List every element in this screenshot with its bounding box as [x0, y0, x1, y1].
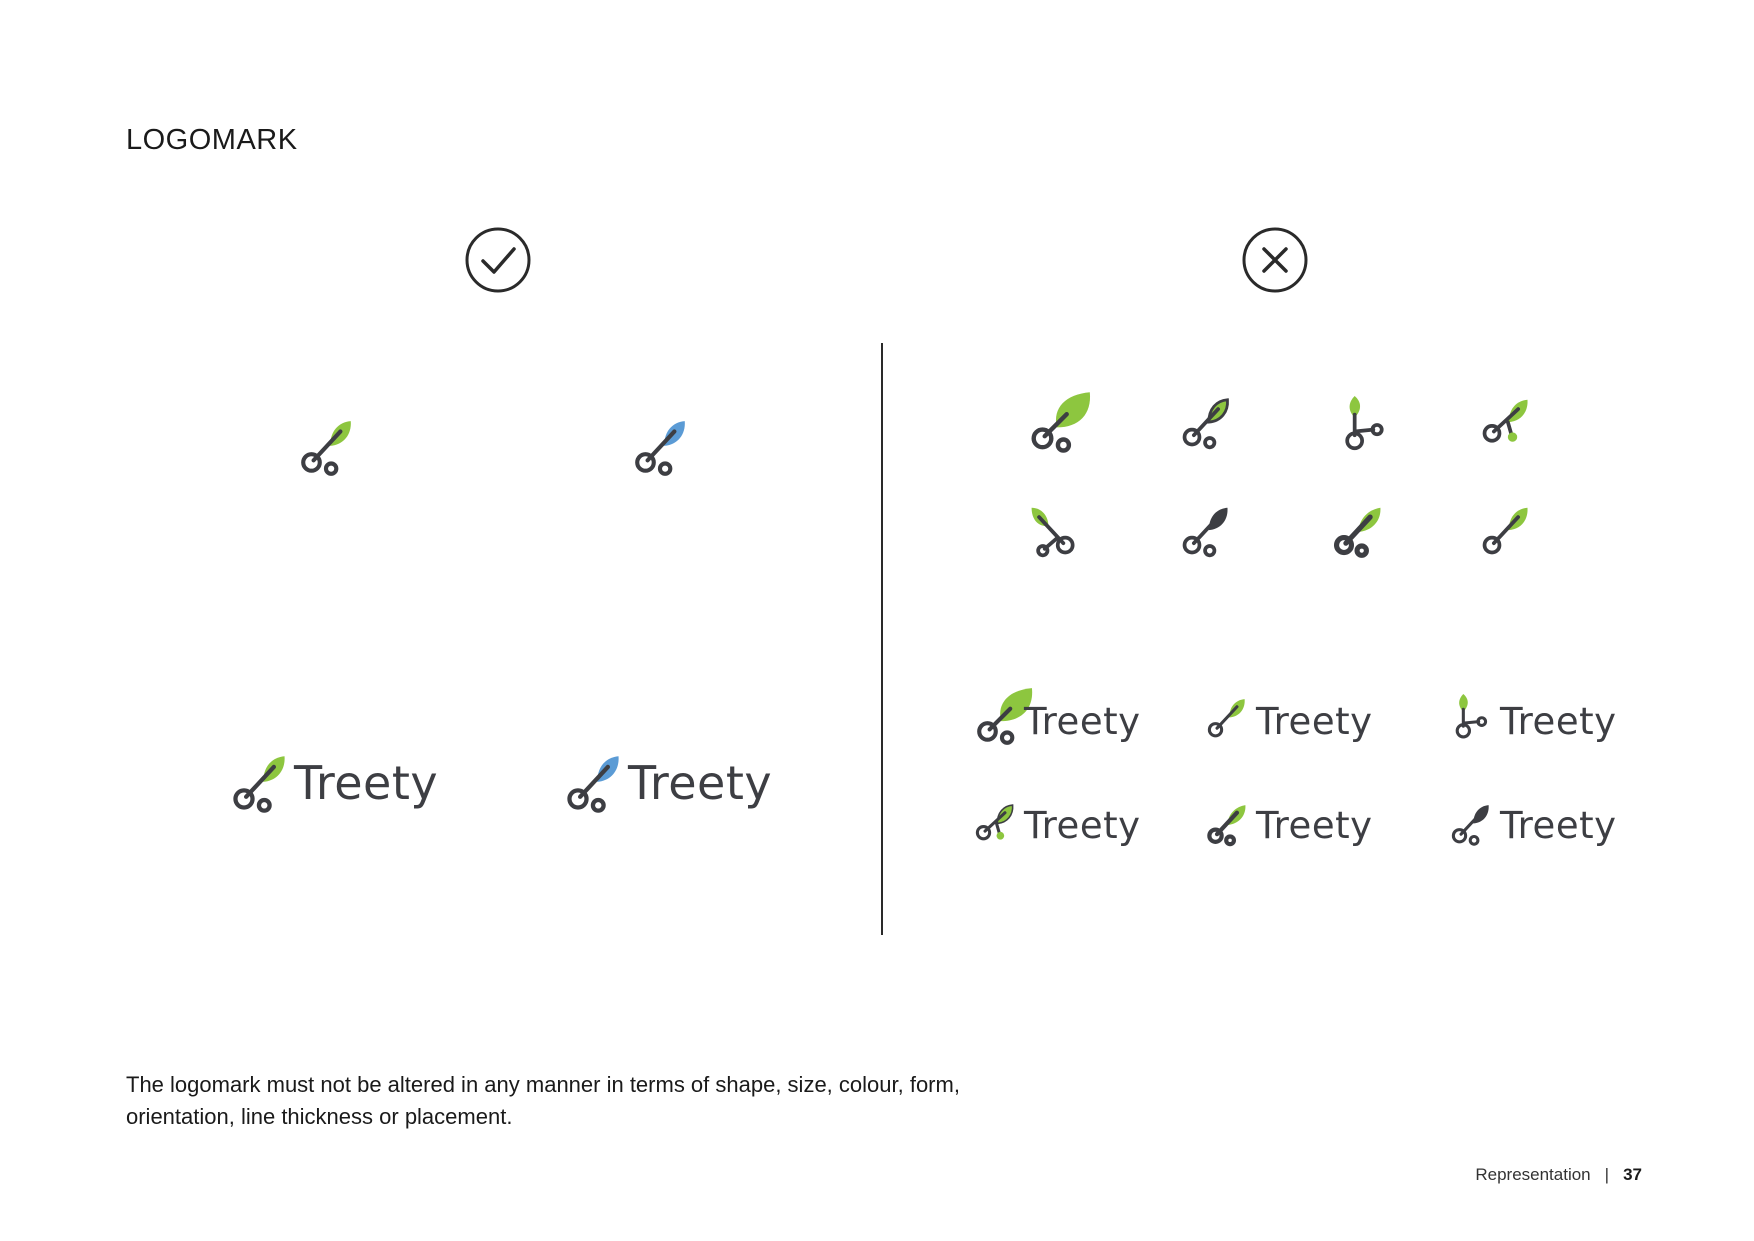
logomark-green: [228, 750, 292, 818]
logomark-blue-correct: [630, 416, 692, 480]
page-title: LOGOMARK: [126, 124, 298, 156]
wordmark: Treety: [1024, 804, 1141, 847]
logomark-misplaced-node: [972, 800, 1018, 850]
page-number: 37: [1623, 1165, 1642, 1184]
logomark-thick-lines: [1204, 800, 1250, 850]
wordmark: Treety: [1500, 700, 1617, 743]
lockup-incorrect-missing-node: [1204, 694, 1374, 764]
logomark-incorrect-missing-node: [1478, 504, 1534, 560]
wordmark: Treety: [1256, 804, 1373, 847]
logomark-incorrect-rearranged: [1336, 394, 1392, 454]
wordmark: Treety: [1024, 700, 1141, 743]
lockup-incorrect-rearranged: [1448, 690, 1618, 760]
lockup-incorrect-dark-leaf: [1448, 800, 1618, 870]
lockup-green-correct: [228, 750, 448, 820]
guideline-text: The logomark must not be altered in any manner in terms of shape, size, colour, form, orientation, line thickness or placement.: [126, 1072, 960, 1129]
logomark-incorrect-flipped: [1026, 504, 1082, 560]
logomark-missing-node: [1204, 694, 1250, 744]
logomark-rearranged: [1448, 690, 1494, 744]
logomark-incorrect-thick-lines: [1330, 504, 1386, 560]
lockup-incorrect-misplaced-node: [972, 800, 1142, 870]
lockup-blue-correct: [562, 750, 782, 820]
page-footer: [1475, 1165, 1642, 1185]
wordmark: Treety: [294, 756, 439, 810]
logomark-incorrect-oversized-leaf: [1026, 390, 1092, 456]
wordmark: Treety: [1256, 700, 1373, 743]
logomark-incorrect-dark-leaf: [1178, 504, 1234, 560]
logomark-green-correct: [296, 416, 358, 480]
footer-separator: |: [1604, 1165, 1610, 1184]
x-circle-icon: [1241, 226, 1309, 294]
footer-section: Representation: [1475, 1165, 1591, 1184]
check-circle-icon: [464, 226, 532, 294]
lockup-incorrect-thick-lines: [1204, 800, 1374, 870]
section-divider: [881, 343, 883, 935]
lockup-incorrect-oversized-leaf: [972, 686, 1142, 756]
logomark-dark-leaf: [1448, 800, 1494, 850]
logomark-incorrect-misplaced-node: [1478, 396, 1534, 452]
logomark-blue: [562, 750, 626, 818]
logomark-incorrect-outlined-leaf: [1178, 396, 1234, 452]
wordmark: Treety: [628, 756, 773, 810]
wordmark: Treety: [1500, 804, 1617, 847]
